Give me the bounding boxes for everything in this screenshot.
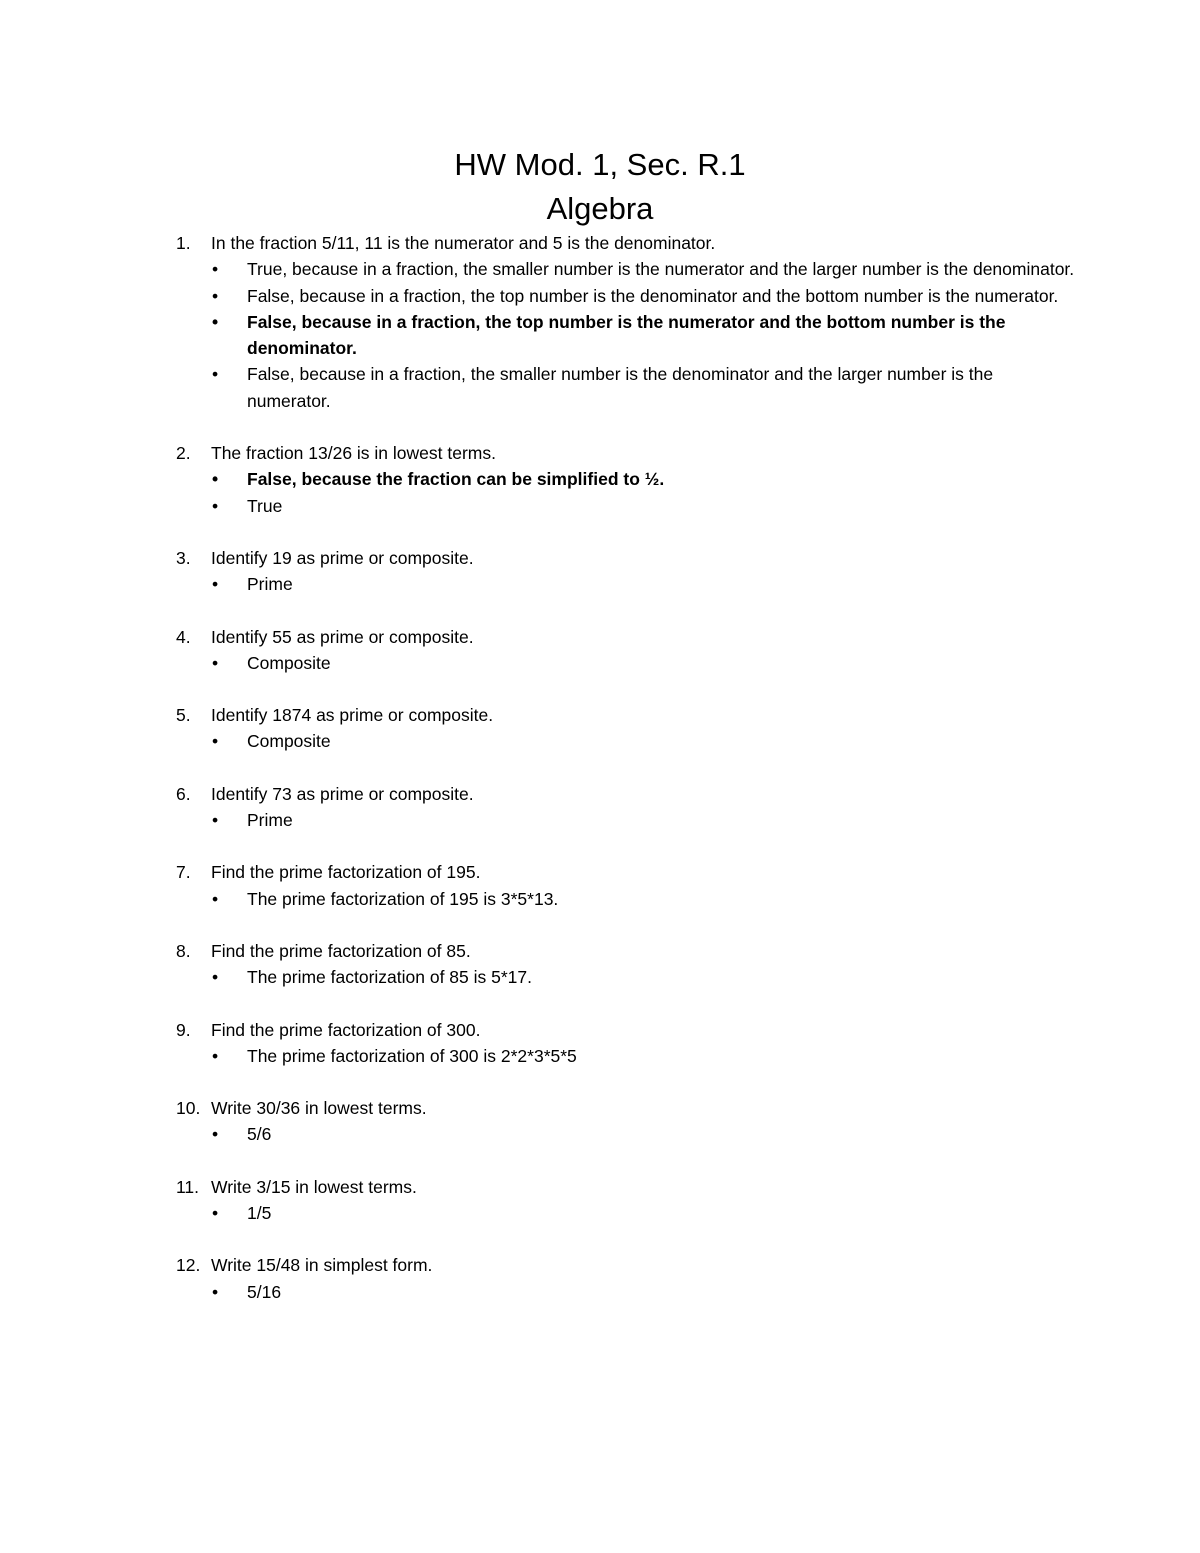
question-text: Find the prime factorization of 85.	[211, 940, 471, 961]
question-number: 2.	[176, 443, 191, 464]
answer-options	[176, 256, 1076, 414]
question-list	[176, 230, 1076, 1331]
question-number: 3.	[176, 547, 191, 568]
correct-answer-option: • False, because in a fraction, the top number is the numerator and the bottom number is the denominator.	[247, 309, 1076, 362]
question-number: 11.	[176, 1176, 200, 1197]
answer-options	[176, 1200, 1076, 1226]
question-text: Identify 55 as prime or composite.	[211, 626, 474, 647]
question-text: Identify 73 as prime or composite.	[211, 783, 474, 804]
question-11	[176, 1174, 1076, 1227]
bullet-icon: •	[212, 888, 219, 909]
bullet-icon: •	[212, 495, 219, 516]
bullet-icon: •	[212, 574, 219, 595]
answer-options	[176, 466, 1076, 519]
document-title: HW Mod. 1, Sec. R.1	[454, 147, 746, 182]
question-9	[176, 1017, 1076, 1070]
answer-options	[176, 807, 1076, 833]
bullet-icon: •	[212, 1124, 219, 1145]
answer-option: • True, because in a fraction, the smaller number is the numerator and the larger number is the denominator.	[247, 256, 1076, 282]
question-text: In the fraction 5/11, 11 is the numerator and 5 is the denominator.	[211, 233, 716, 253]
answer-option: • Prime	[247, 807, 1076, 833]
answer-options	[176, 650, 1076, 676]
bullet-icon: •	[212, 285, 219, 306]
question-text: The fraction 13/26 is in lowest terms.	[211, 443, 496, 464]
question-number: 4.	[176, 626, 191, 647]
bullet-icon: •	[212, 469, 219, 490]
question-text: Identify 1874 as prime or composite.	[211, 705, 494, 726]
document-subtitle: Algebra	[546, 191, 654, 226]
question-number: 12.	[176, 1255, 201, 1276]
question-number: 8.	[176, 940, 191, 961]
bullet-icon: •	[212, 1203, 219, 1224]
question-text: Write 3/15 in lowest terms.	[211, 1176, 417, 1197]
answer-option: • The prime factorization of 300 is 2*2*3*5*5	[247, 1043, 1076, 1069]
question-number: 9.	[176, 1019, 191, 1040]
question-text: Find the prime factorization of 300.	[211, 1019, 481, 1040]
answer-option: • False, because in a fraction, the top number is the denominator and the bottom number is the numerator.	[247, 283, 1076, 309]
answer-option: • True	[247, 493, 1076, 519]
answer-option: • Composite	[247, 650, 1076, 676]
bullet-icon: •	[212, 731, 219, 752]
question-number: 5.	[176, 705, 191, 726]
question-text: Write 15/48 in simplest form.	[211, 1255, 433, 1276]
question-number: 10.	[176, 1098, 201, 1119]
answer-options	[176, 1043, 1076, 1069]
question-5	[176, 702, 1076, 755]
answer-option: • Composite	[247, 728, 1076, 754]
answer-options	[176, 1121, 1076, 1147]
question-10	[176, 1095, 1076, 1148]
question-4	[176, 624, 1076, 677]
answer-option: • 5/6	[247, 1121, 1076, 1147]
bullet-icon: •	[212, 810, 219, 831]
question-text: Write 30/36 in lowest terms.	[211, 1098, 427, 1119]
question-number: 7.	[176, 862, 191, 883]
answer-option: • The prime factorization of 85 is 5*17.	[247, 964, 1076, 990]
bullet-icon: •	[212, 967, 219, 988]
question-text: Find the prime factorization of 195.	[211, 862, 481, 883]
question-8	[176, 938, 1076, 991]
question-7	[176, 859, 1076, 912]
question-text: Identify 19 as prime or composite.	[211, 547, 474, 568]
answer-option: • 1/5	[247, 1200, 1076, 1226]
bullet-icon: •	[212, 259, 219, 280]
bullet-icon: •	[212, 652, 219, 673]
answer-options	[176, 886, 1076, 912]
question-12	[176, 1252, 1076, 1305]
question-3	[176, 545, 1076, 598]
answer-options	[176, 964, 1076, 990]
answer-option: • False, because in a fraction, the smaller number is the denominator and the larger number is the numerator.	[247, 361, 1076, 414]
bullet-icon: •	[212, 311, 219, 332]
question-6	[176, 781, 1076, 834]
answer-options	[176, 571, 1076, 597]
question-1	[176, 230, 1076, 414]
answer-option: • The prime factorization of 195 is 3*5*13.	[247, 886, 1076, 912]
question-number: 6.	[176, 783, 191, 804]
bullet-icon: •	[212, 1281, 219, 1302]
answer-option: • 5/16	[247, 1279, 1076, 1305]
answer-options	[176, 728, 1076, 754]
answer-options	[176, 1279, 1076, 1305]
correct-answer-option: • False, because the fraction can be simplified to ½.	[247, 466, 1076, 492]
question-number: 1.	[176, 233, 191, 253]
question-2	[176, 440, 1076, 519]
answer-option: • Prime	[247, 571, 1076, 597]
bullet-icon: •	[212, 364, 219, 385]
bullet-icon: •	[212, 1045, 219, 1066]
